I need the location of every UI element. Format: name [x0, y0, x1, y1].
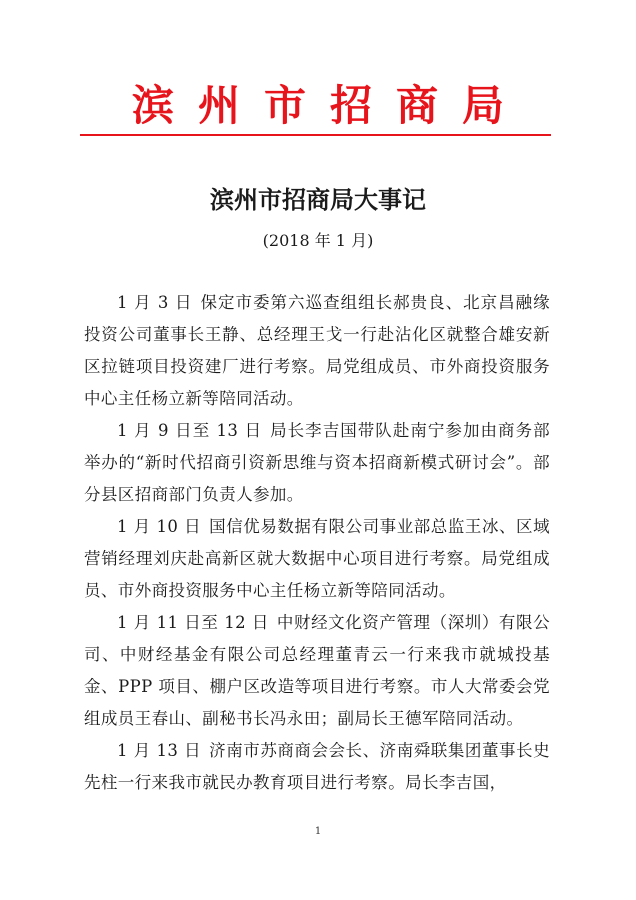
event-text: 国信优易数据有限公司事业部总监王冰、区域营销经理刘庆赴高新区就大数据中心项目进行考察。局党组成员、市外商投资服务中心主任杨立新等陪同活动。 [84, 517, 550, 600]
event-entry [84, 607, 550, 735]
event-date: 1 月 10 日 [117, 517, 202, 536]
event-date: 1 月 9 日至 13 日 [117, 421, 263, 440]
event-entry [84, 511, 550, 607]
event-text: 保定市委第六巡查组组长郝贵良、北京昌融缘投资公司董事长王静、总经理王戈一行赴沾化区就整合雄安新区拉链项目投资建厂进行考察。局党组成员、市外商投资服务中心主任杨立新等陪同活动。 [84, 293, 551, 408]
document-title: 滨州市招商局大事记 [210, 185, 426, 214]
event-entry [84, 735, 550, 799]
event-date: 1 月 3 日 [117, 293, 193, 312]
event-date: 1 月 13 日 [117, 741, 202, 760]
event-text: 济南市苏商商会会长、济南舜联集团董事长史先柱一行来我市就民办教育项目进行考察。局长李吉国， [84, 741, 550, 792]
event-entry [84, 287, 550, 415]
document-body [84, 287, 550, 799]
document-subtitle: (2018 年 1 月) [262, 231, 374, 250]
header-divider [80, 134, 551, 136]
event-text: 局长李吉国带队赴南宁参加由商务部举办的“新时代招商引资新思维与资本招商新模式研讨会”。部分县区招商部门负责人参加。 [84, 421, 550, 504]
event-entry [84, 415, 550, 511]
page-number: 1 [314, 826, 322, 837]
org-header: 滨州市招商局 [131, 81, 528, 130]
event-text: 中财经文化资产管理（深圳）有限公司、中财经基金有限公司总经理董青云一行来我市就城投基金、PPP 项目、棚户区改造等项目进行考察。市人大常委会党组成员王春山、副秘书长冯永田；副局长王德军陪同活动。 [84, 613, 550, 728]
event-date: 1 月 11 日至 12 日 [117, 613, 269, 632]
